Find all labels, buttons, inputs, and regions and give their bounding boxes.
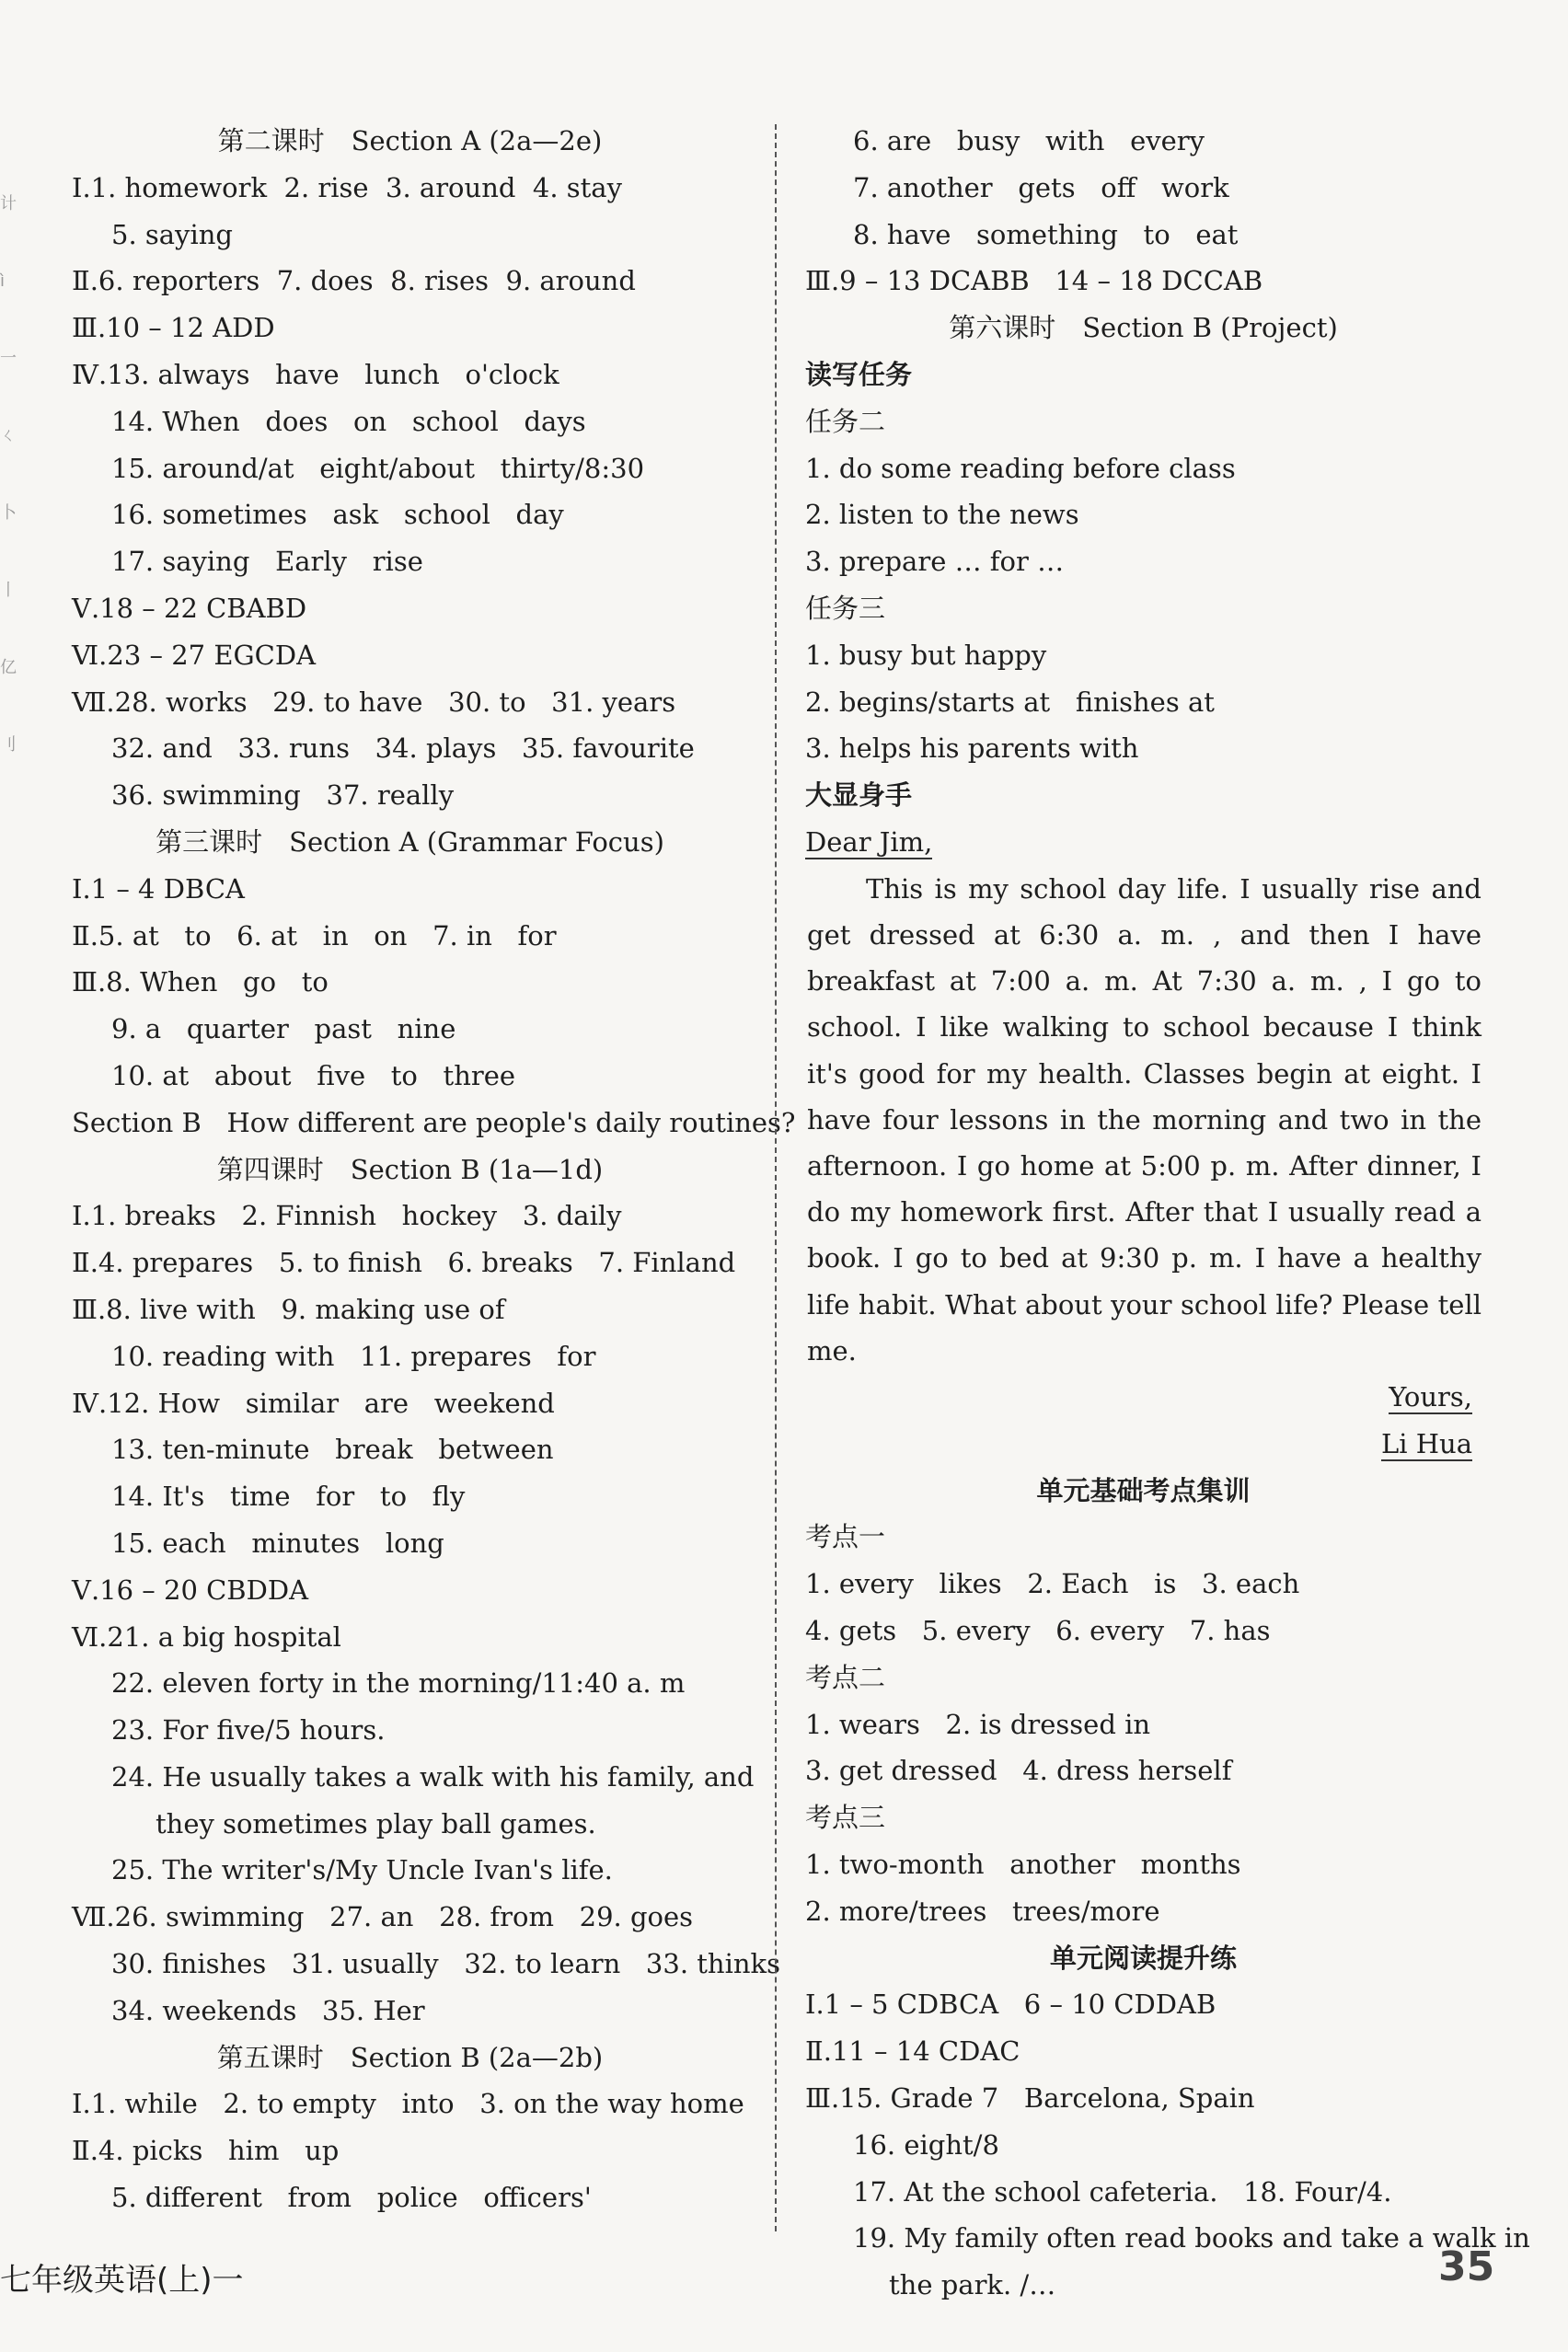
answer-line: Ⅶ.26. swimming 27. an 28. from 29. goes [72, 1901, 694, 1933]
letter-salutation [805, 819, 1482, 866]
right-answer-column [805, 118, 1530, 2309]
answer-line: Ⅰ.1 – 5 CDBCA 6 – 10 CDDAB [805, 1989, 1216, 2021]
answer-line: Ⅶ.28. works 29. to have 30. to 31. years [72, 686, 676, 718]
answer-line: 34. weekends 35. Her [111, 1994, 425, 2026]
answer-line: 任务三 [805, 592, 886, 624]
letter-signature: Li Hua [1380, 1427, 1472, 1459]
task-heading: 大显身手 [805, 779, 913, 812]
answer-line: 17. At the school cafeteria. 18. Four/4. [853, 2175, 1392, 2208]
edge-mark: 丨 [0, 581, 17, 600]
answer-line: Ⅲ.9 – 13 DCABB 14 – 18 DCCAB [805, 265, 1263, 297]
edge-mark: 刂 [0, 735, 17, 755]
answer-line: the park. /… [889, 2269, 1056, 2301]
answer-line: Ⅳ.13. always have lunch o'clock [72, 358, 559, 390]
column-divider [775, 124, 777, 2231]
salutation-text: Dear Jim, [805, 825, 933, 858]
book-title-footer: 七年级英语(上)一 [0, 2262, 244, 2299]
answer-line: 1. wears 2. is dressed in [805, 1708, 1151, 1740]
answer-line: Ⅱ.6. reporters 7. does 8. rises 9. around [72, 265, 636, 297]
answer-line: 16. eight/8 [853, 2128, 999, 2161]
answer-line: 13. ten-minute break between [111, 1434, 554, 1466]
lesson-heading: 第四课时 Section B (1a—1d) [216, 1153, 604, 1185]
answer-line: Section B How different are people's daily routines? [72, 1106, 796, 1138]
answer-line: 15. around/at eight/about thirty/8:30 [111, 452, 645, 484]
left-answer-column [72, 118, 796, 2221]
edge-mark: 卜 [0, 503, 17, 523]
answer-line: Ⅲ.8. When go to [72, 966, 329, 998]
answer-line: 5. different from police officers' [111, 2182, 592, 2214]
answer-line: 2. begins/starts at finishes at [805, 686, 1215, 718]
answer-line: 8. have something to eat [853, 218, 1239, 250]
letter-signature-line [807, 1421, 1482, 1468]
section-heading: 单元基础考点集训 [1036, 1474, 1251, 1506]
answer-line: Ⅰ.1. while 2. to empty into 3. on the way home [72, 2088, 744, 2120]
answer-line: Ⅱ.11 – 14 CDAC [805, 2035, 1020, 2068]
answer-line: 6. are busy with every [853, 125, 1205, 156]
answer-line: 10. at about five to three [111, 1059, 516, 1091]
answer-line: 16. sometimes ask school day [111, 499, 564, 531]
answer-line: they sometimes play ball games. [156, 1807, 596, 1839]
answer-line: Ⅲ.8. live with 9. making use of [72, 1293, 505, 1325]
answer-line: 36. swimming 37. really [111, 779, 455, 812]
answer-line: 3. prepare … for … [805, 546, 1065, 578]
answer-line: Ⅱ.5. at to 6. at in on 7. in for [72, 919, 557, 951]
answer-line: 考点一 [805, 1521, 886, 1553]
answer-line: Ⅳ.12. How similar are weekend [72, 1387, 555, 1419]
answer-line: 1. do some reading before class [805, 452, 1236, 484]
answer-line: 考点三 [805, 1802, 886, 1834]
edge-mark: 计 [0, 194, 17, 213]
answer-line: 7. another gets off work [853, 171, 1229, 203]
answer-line: 9. a quarter past nine [111, 1013, 456, 1045]
right-top-answers [805, 118, 1482, 866]
answer-line: 30. finishes 31. usually 32. to learn 33. thinks [111, 1948, 781, 1980]
answer-line: 24. He usually takes a walk with his family, and [111, 1760, 755, 1793]
answer-line: Ⅴ.16 – 20 CBDDA [72, 1574, 309, 1606]
right-bottom-answers [805, 1468, 1530, 2309]
answer-line: Ⅵ.21. a big hospital [72, 1620, 341, 1653]
sample-letter [805, 866, 1482, 1468]
edge-bleed-marks [0, 166, 17, 784]
edge-mark: ㄑ [0, 426, 17, 445]
answer-line: 23. For five/5 hours. [111, 1714, 386, 1747]
answer-line: Ⅱ.4. prepares 5. to finish 6. breaks 7. Finland [72, 1247, 736, 1279]
answer-line: Ⅰ.1. homework 2. rise 3. around 4. stay [72, 171, 622, 203]
answer-line: Ⅲ.15. Grade 7 Barcelona, Spain [805, 2081, 1255, 2114]
section-heading: 单元阅读提升练 [1049, 1942, 1237, 1974]
answer-line: 10. reading with 11. prepares for [111, 1340, 596, 1372]
answer-line: 任务二 [805, 405, 886, 437]
page-number: 35 [1438, 2243, 1495, 2290]
answer-line: 1. busy but happy [805, 639, 1047, 671]
answer-line: 5. saying [111, 218, 233, 250]
lesson-heading: 第三课时 Section A (Grammar Focus) [156, 825, 664, 858]
letter-closing: Yours, [1389, 1380, 1472, 1412]
answer-line: 32. and 33. runs 34. plays 35. favourite [111, 732, 695, 765]
answer-line: 25. The writer's/My Uncle Ivan's life. [111, 1854, 613, 1886]
answer-line: Ⅴ.18 – 22 CBABD [72, 592, 307, 624]
edge-mark: ì [0, 271, 6, 291]
edge-mark: 一 [0, 349, 17, 368]
answer-line: Ⅰ.1. breaks 2. Finnish hockey 3. daily [72, 1200, 622, 1232]
answer-line: 3. helps his parents with [805, 732, 1139, 765]
lesson-heading: 第二课时 Section A (2a—2e) [217, 125, 603, 156]
answer-line: 2. more/trees trees/more [805, 1895, 1160, 1927]
answer-line: 1. two-month another months [805, 1848, 1241, 1880]
lesson-heading: 第五课时 Section B (2a—2b) [216, 2041, 604, 2073]
answer-line: 2. listen to the news [805, 499, 1079, 531]
letter-body: This is my school day life. I usually rise and get dressed at 6:30 a. m. , and then I have breakfast at 7:00 a. m. At 7:30 a. m. , I go to school. I like walking to school because I think it's good for my health. Classes begin at eight. I have four lessons in the morning and two in the afternoon. I go home at 5:00 p. m. After dinner, I do my homework first. After that I usually read a book. I go to bed at 9:30 p. m. I have a healthy life habit. What about your school life? Please tell me. [807, 872, 1482, 1366]
answer-line: 3. get dressed 4. dress herself [805, 1755, 1232, 1787]
answer-line: Ⅵ.23 – 27 EGCDA [72, 639, 317, 671]
answer-line: 17. saying Early rise [111, 546, 423, 578]
answer-line: 15. each minutes long [111, 1527, 444, 1559]
answer-line: 14. When does on school days [111, 405, 586, 437]
answer-line: 考点二 [805, 1661, 886, 1693]
answer-line: 14. It's time for to fly [111, 1481, 466, 1513]
answer-line: 19. My family often read books and take a walk in [853, 2222, 1530, 2254]
answer-line: 4. gets 5. every 6. every 7. has [805, 1614, 1271, 1646]
lesson-heading: 第六课时 Section B (Project) [949, 312, 1338, 344]
answer-line: Ⅱ.4. picks him up [72, 2135, 340, 2167]
answer-line: 22. eleven forty in the morning/11:40 a. m [111, 1667, 686, 1700]
letter-closing-line [807, 1374, 1482, 1421]
task-heading: 读写任务 [805, 358, 913, 390]
answer-line: Ⅲ.10 – 12 ADD [72, 312, 275, 344]
answer-line: 1. every likes 2. Each is 3. each [805, 1568, 1300, 1600]
edge-mark: 亿 [0, 658, 17, 677]
answer-line: Ⅰ.1 – 4 DBCA [72, 872, 245, 905]
